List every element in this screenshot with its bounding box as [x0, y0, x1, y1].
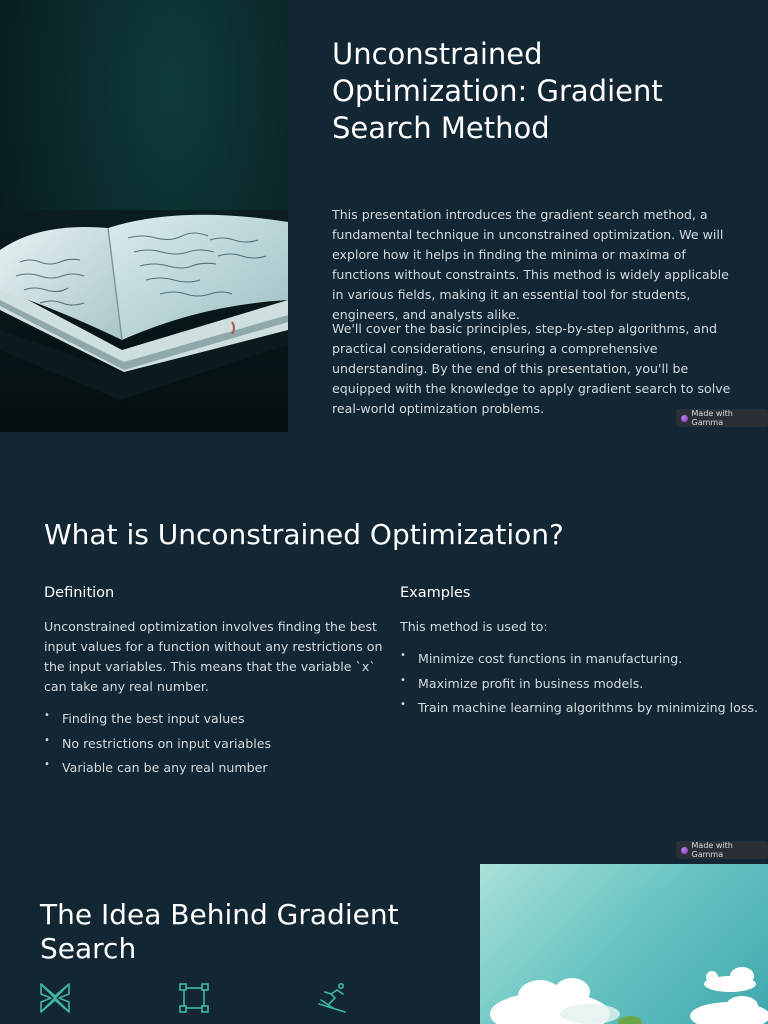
badge-label: Made with Gamma: [691, 409, 733, 427]
list-item: • No restrictions on input variables: [44, 734, 384, 754]
examples-intro: This method is used to:: [400, 619, 548, 634]
slide-heading: The Idea Behind Gradient Search: [40, 898, 399, 965]
skier-downhill-icon: [317, 982, 349, 1014]
slide-heading: What is Unconstrained Optimization?: [44, 518, 564, 551]
slide-what-is-unconstrained-optimization: [0, 432, 768, 864]
list-item: • Maximize profit in business models.: [400, 674, 760, 694]
examples-column: [400, 585, 760, 723]
made-with-gamma-badge[interactable]: [676, 841, 768, 859]
gamma-logo-icon: [681, 847, 688, 854]
slide-idea-behind-gradient-search: [0, 864, 768, 1024]
list-item: • Train machine learning algorithms by minimizing loss.: [400, 698, 760, 718]
gamma-logo-icon: [681, 415, 688, 422]
made-with-gamma-badge[interactable]: [676, 409, 768, 427]
badge-label: Made with Gamma: [691, 841, 733, 859]
overview-paragraph: We'll cover the basic principles, step-by-step algorithms, and practical considerations, ensuring a comprehensive understanding. By the end of this presentation, you'll be equipped with the knowledge to apply gradient search to solve real-world optimization problems.: [332, 321, 731, 416]
slide-title: [0, 0, 768, 432]
definition-heading: Definition: [44, 585, 115, 601]
examples-heading: Examples: [400, 585, 471, 601]
presentation-title: Unconstrained Optimization: Gradient Search Method: [332, 37, 663, 145]
examples-bullets: [400, 649, 760, 718]
definition-bullets: [44, 709, 384, 778]
cloud-sky-image: [480, 864, 768, 1024]
open-book-image: [0, 0, 288, 432]
list-item: • Finding the best input values: [44, 709, 384, 729]
list-item: • Minimize cost functions in manufacturing.: [400, 649, 760, 669]
arrows-cross-icon: [39, 982, 71, 1014]
definition-text: Unconstrained optimization involves finding the best input values for a function without any restrictions on the input variables. This means that the variable `x` can take any real number.: [44, 619, 383, 694]
frame-corners-icon: [178, 982, 210, 1014]
intro-paragraph: This presentation introduces the gradient search method, a fundamental technique in unconstrained optimization. We will explore how it helps in finding the minima or maxima of functions without constraints. This method is widely applicable in various fields, making it an essential tool for students, engineers, and analysts alike.: [332, 207, 729, 322]
list-item: • Variable can be any real number: [44, 758, 384, 778]
definition-column: [44, 585, 384, 783]
